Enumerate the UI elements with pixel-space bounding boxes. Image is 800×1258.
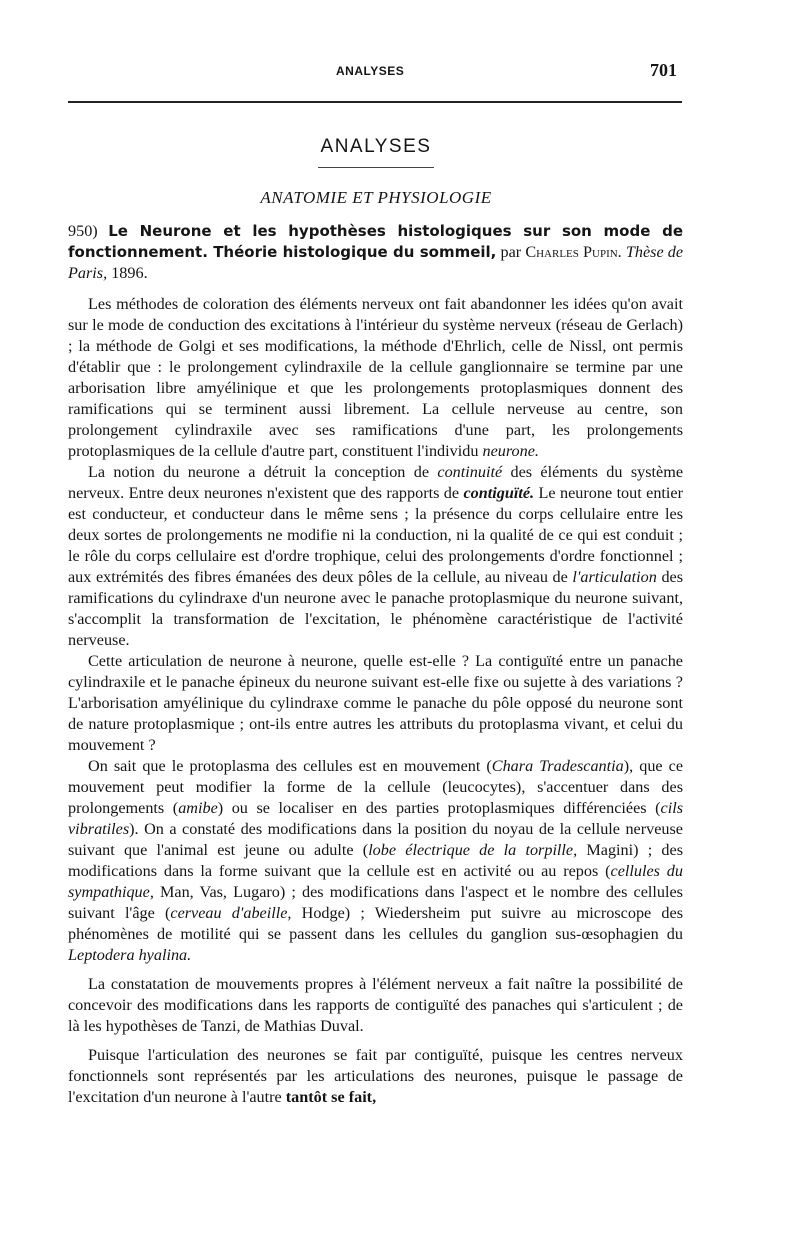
paragraph-4-text-6: Man, Vas, Lugaro) ; des modifications dans l'aspect et le nombre des cellules suivant l'âge (: [68, 883, 683, 922]
section-title: ANALYSES: [320, 136, 432, 157]
paragraph-6-text: Puisque l'articulation des neurones se fait par contiguïté, puisque les centres nerveux fonctionnels sont représentés par les articulations des neurones, puisque le passage de l'excitation d'un neurone à l'autre: [68, 1046, 683, 1106]
paragraph-4: [68, 756, 683, 966]
paragraph-4-text-4: ). On a constaté des modifications dans la position du noyau de la cellule nerveuse suivant que l'animal est jeune ou adulte (: [68, 820, 683, 859]
paragraph-4-emphasis-3: cils vibratiles: [68, 799, 684, 838]
paragraph-4-text-2: ), que ce mouvement peut modifier la forme de la cellule (leucocytes), s'accentuer dans des prolongements (: [68, 757, 683, 817]
paragraph-2-text-2: des éléments du système nerveux. Entre deux neurones n'existent que des rapports de: [68, 463, 684, 502]
paragraph-4-text-7: Hodge) ; Wiedersheim put suivre au microscope des phénomènes de motilité qui se passent dans les cellules du ganglion sus-œsophagien du: [68, 904, 683, 943]
paragraph-6-bold: tantôt se fait,: [285, 1088, 377, 1106]
bibliographic-entry: [68, 221, 683, 284]
header-rule: [68, 101, 682, 103]
paragraph-2-text-1: La notion du neurone a détruit la conception de: [88, 463, 430, 481]
paragraph-4-emphasis-4: lobe électrique de la torpille,: [368, 841, 578, 859]
entry-by: par: [500, 243, 522, 261]
section-rule: [318, 167, 434, 168]
paragraph-5-text: La constatation de mouvements propres à l'élément nerveux a fait naître la possibilité de concevoir des modifications dans les rapports de contiguïté des panaches qui s'articulent ; de là les hypothèses de Tanzi, de Mathias Duval.: [68, 975, 683, 1035]
article-body: [68, 221, 683, 1108]
paragraph-2-text-3: Le neurone tout entier est conducteur, et conducteur dans le même sens ; la présence du corps cellulaire entre les deux sortes de prolongements ne modifie ni la conduction, ni la qualité de ce qui est conduit ; le rôle du corps cellulaire est d'ordre trophique, celui des prolongements d'ordre fonctionnel ; aux extrémités des fibres émanées des deux pôles de la cellule, au niveau de: [68, 484, 684, 586]
paragraph-4-text-1: On sait que le protoplasma des cellules est en mouvement (: [88, 757, 492, 775]
page-number: 701: [650, 60, 677, 80]
entry-year: 1896.: [111, 264, 148, 282]
paragraph-2-emphasis-2: contiguïté.: [463, 484, 535, 502]
entry-author: Charles Pupin.: [525, 243, 622, 261]
paragraph-6: [68, 1045, 683, 1108]
paragraph-4-emphasis-5: cellules du sympathique,: [68, 862, 683, 901]
paragraph-1: [68, 294, 683, 462]
paragraph-4-emphasis-6: cerveau d'abeille,: [170, 904, 292, 922]
paragraph-4-emphasis-1: Chara Tradescantia: [491, 757, 624, 775]
paragraph-1-emphasis: neurone.: [482, 442, 539, 460]
paragraph-3: [68, 651, 683, 756]
paragraph-4-emphasis-2: amibe: [178, 799, 218, 817]
paragraph-3-text: Cette articulation de neurone à neurone, quelle est-elle ? La contiguïté entre un panache cylindraxile et le panache épineux du neurone suivant est-elle fixe ou sujette à des variations ? L'arborisation amyélinique du cylindraxe comme le panache du pôle opposé du neurone sont de nature protoplasmique ; ont-ils entre autres les attributs du protoplasma vivant, et celui du mouvement ?: [68, 652, 683, 754]
paragraph-5: [68, 974, 683, 1037]
paragraph-4-text-3: ) ou se localiser en des parties protoplasmiques différenciées (: [217, 799, 661, 817]
paragraph-4-text-5: Magini) ; des modifications dans la forme suivant que la cellule est en activité ou au repos (: [68, 841, 684, 880]
entry-title: Le Neurone et les hypothèses histologiques sur son mode de fonctionnement. Théorie histologique du sommeil,: [68, 222, 684, 261]
paragraph-2-text-4: des ramifications du cylindraxe d'un neurone avec le panache protoplasmique du neurone suivant, s'accomplit la transformation de l'excitation, le phénomène caractéristique de l'activité nerveuse.: [68, 568, 684, 649]
entry-source: Thèse de Paris,: [68, 243, 684, 282]
paragraph-4-emphasis-7: Leptodera hyalina.: [68, 946, 192, 964]
subsection-title: ANATOMIE ET PHYSIOLOGIE: [260, 188, 492, 207]
paragraph-2-emphasis-3: l'articulation: [572, 568, 657, 586]
paragraph-2-emphasis-1: continuité: [437, 463, 503, 481]
entry-number: 950): [68, 222, 98, 240]
paragraph-1-text: Les méthodes de coloration des éléments nerveux ont fait abandonner les idées qu'on avait sur le mode de conduction des excitations à l'intérieur du système nerveux (réseau de Gerlach) ; la méthode de Golgi et ses modifications, la méthode d'Ehrlich, celle de Nissl, ont permis d'établir que : le prolongement cylindraxile de la cellule ganglionnaire se termine par une arborisation libre amyélinique et que les prolongements protoplasmiques donnent des ramifications qui se terminent aussi librement. La cellule nerveuse au centre, son prolongement cylindraxile avec ses ramifications d'une part, les prolongements protoplasmiques de la cellule d'autre part, constituent l'individu: [68, 295, 683, 460]
running-title: ANALYSES: [336, 64, 405, 78]
paragraph-2: [68, 462, 683, 651]
